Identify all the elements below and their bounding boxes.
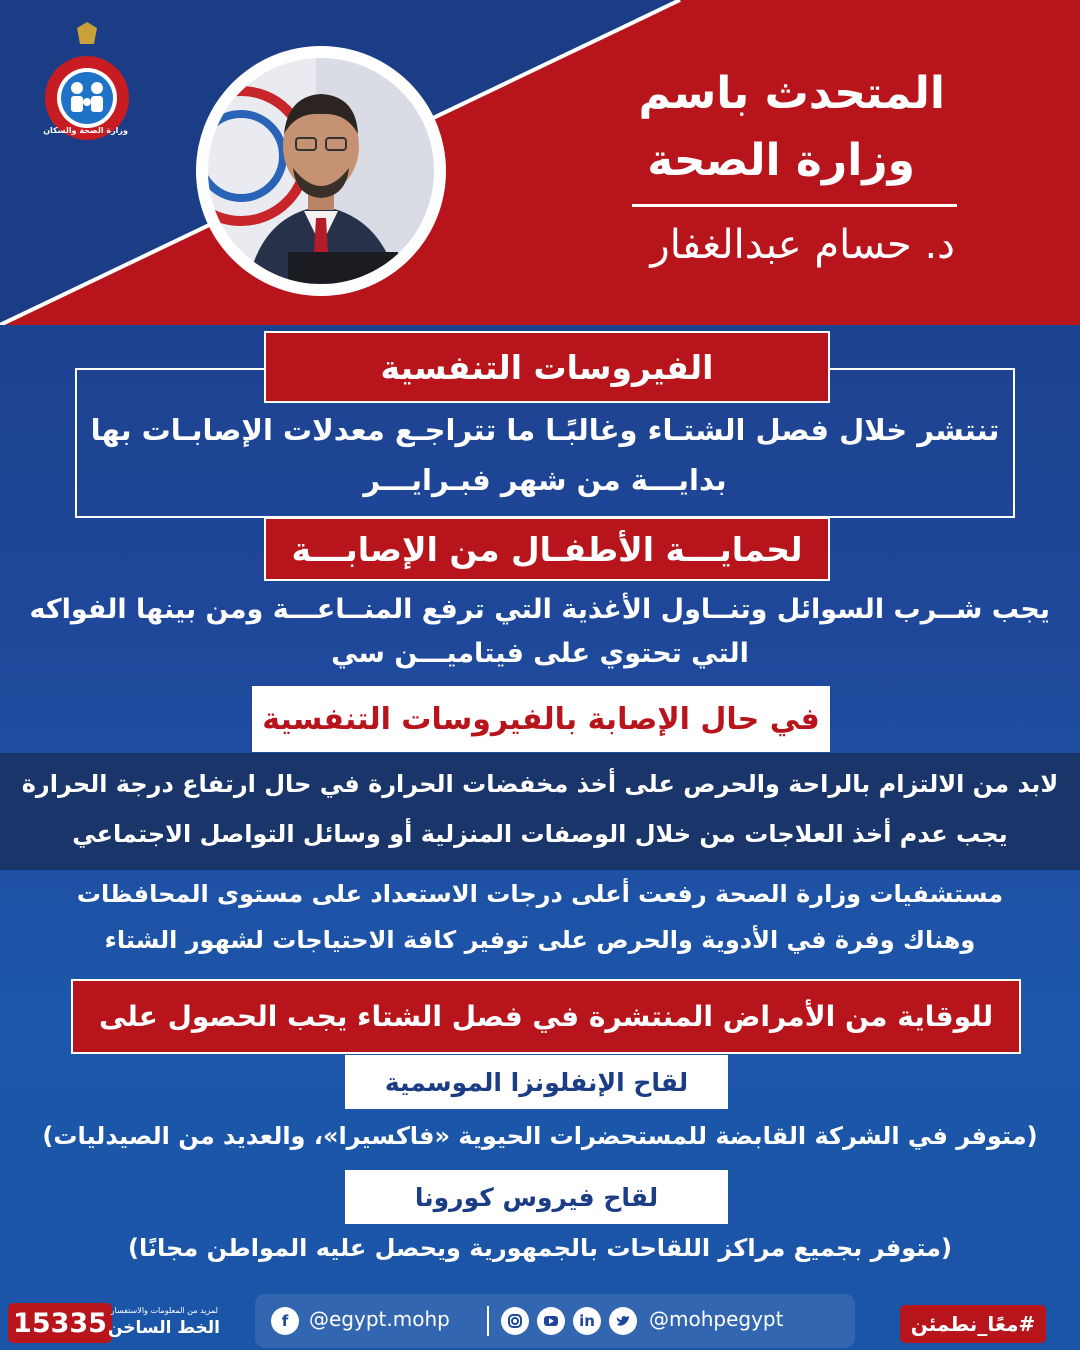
flu-vaccine-label: لقاح الإنفلونزا الموسمية xyxy=(345,1055,728,1109)
header-divider xyxy=(632,204,957,207)
youtube-icon[interactable] xyxy=(537,1307,565,1335)
twitter-icon[interactable] xyxy=(609,1307,637,1335)
social-bar xyxy=(255,1294,855,1348)
hotline-number: 15335 xyxy=(8,1303,112,1343)
speaker-name: د. حسام عبدالغفار xyxy=(650,222,955,268)
social-handle[interactable]: @mohpegypt xyxy=(649,1307,784,1331)
covid-vaccine-note: (متوفر بجميع مراكز اللقاحات بالجمهورية ويحصل عليه المواطن مجانًا) xyxy=(128,1234,952,1262)
infection-title: في حال الإصابة بالفيروسات التنفسية xyxy=(252,686,830,752)
viruses-title: الفيروسات التنفسية xyxy=(264,331,830,403)
hospitals-line2: وهناك وفرة في الأدوية والحرص على توفير كافة الاحتياجات لشهور الشتاء xyxy=(104,926,976,954)
infection-line2: يجب عدم أخذ العلاجات من خلال الوصفات المنزلية أو وسائل التواصل الاجتماعي xyxy=(72,820,1008,848)
speaker-portrait xyxy=(196,46,446,296)
viruses-line2: بدايـــة من شهر فبـرايـــر xyxy=(363,463,727,497)
children-title: لحمايـــة الأطفـال من الإصابـــة xyxy=(264,517,830,581)
header-title-line1: المتحدث باسم xyxy=(638,68,945,119)
hotline-badge[interactable] xyxy=(8,1303,220,1343)
hotline-small: لمزيد من المعلومات والاستفسار xyxy=(110,1306,218,1315)
logo-text: وزارة الصحة والسكان xyxy=(43,126,128,135)
header-background xyxy=(0,0,1080,325)
infection-line1: لابد من الالتزام بالراحة والحرص على أخذ مخفضات الحرارة في حال ارتفاع درجة الحرارة xyxy=(21,770,1059,798)
linkedin-icon[interactable]: in xyxy=(573,1307,601,1335)
ministry-logo xyxy=(32,22,142,142)
facebook-handle[interactable]: @egypt.mohp xyxy=(309,1307,450,1331)
logo-emblem-icon xyxy=(32,22,142,142)
facebook-icon[interactable]: f xyxy=(271,1307,299,1335)
social-divider xyxy=(487,1306,489,1336)
prevention-title: للوقاية من الأمراض المنتشرة في فصل الشتاء يجب الحصول على xyxy=(71,979,1021,1054)
covid-vaccine-label: لقاح فيروس كورونا xyxy=(345,1170,728,1224)
viruses-line1: تنتشر خلال فصل الشتـاء وغالبًـا ما تتراجـع معدلات الإصابـات بها xyxy=(90,413,1000,447)
header-title-line2: وزارة الصحة xyxy=(647,135,915,186)
hashtag-badge[interactable]: #معًا_نطمئن xyxy=(900,1305,1046,1343)
flu-vaccine-note: (متوفر في الشركة القابضة للمستحضرات الحيوية «فاكسيرا»، والعديد من الصيدليات) xyxy=(42,1122,1038,1150)
children-line2: التي تحتوي على فيتاميـــن سي xyxy=(331,638,749,669)
instagram-icon[interactable] xyxy=(501,1307,529,1335)
children-line1: يجب شــرب السوائل وتنــاول الأغذية التي ترفع المنــاعـــة ومن بينها الفواكه xyxy=(29,594,1050,625)
hotline-label: الخط الساخن xyxy=(107,1318,220,1338)
hospitals-line1: مستشفيات وزارة الصحة رفعت أعلى درجات الاستعداد على مستوى المحافظات xyxy=(76,880,1004,908)
